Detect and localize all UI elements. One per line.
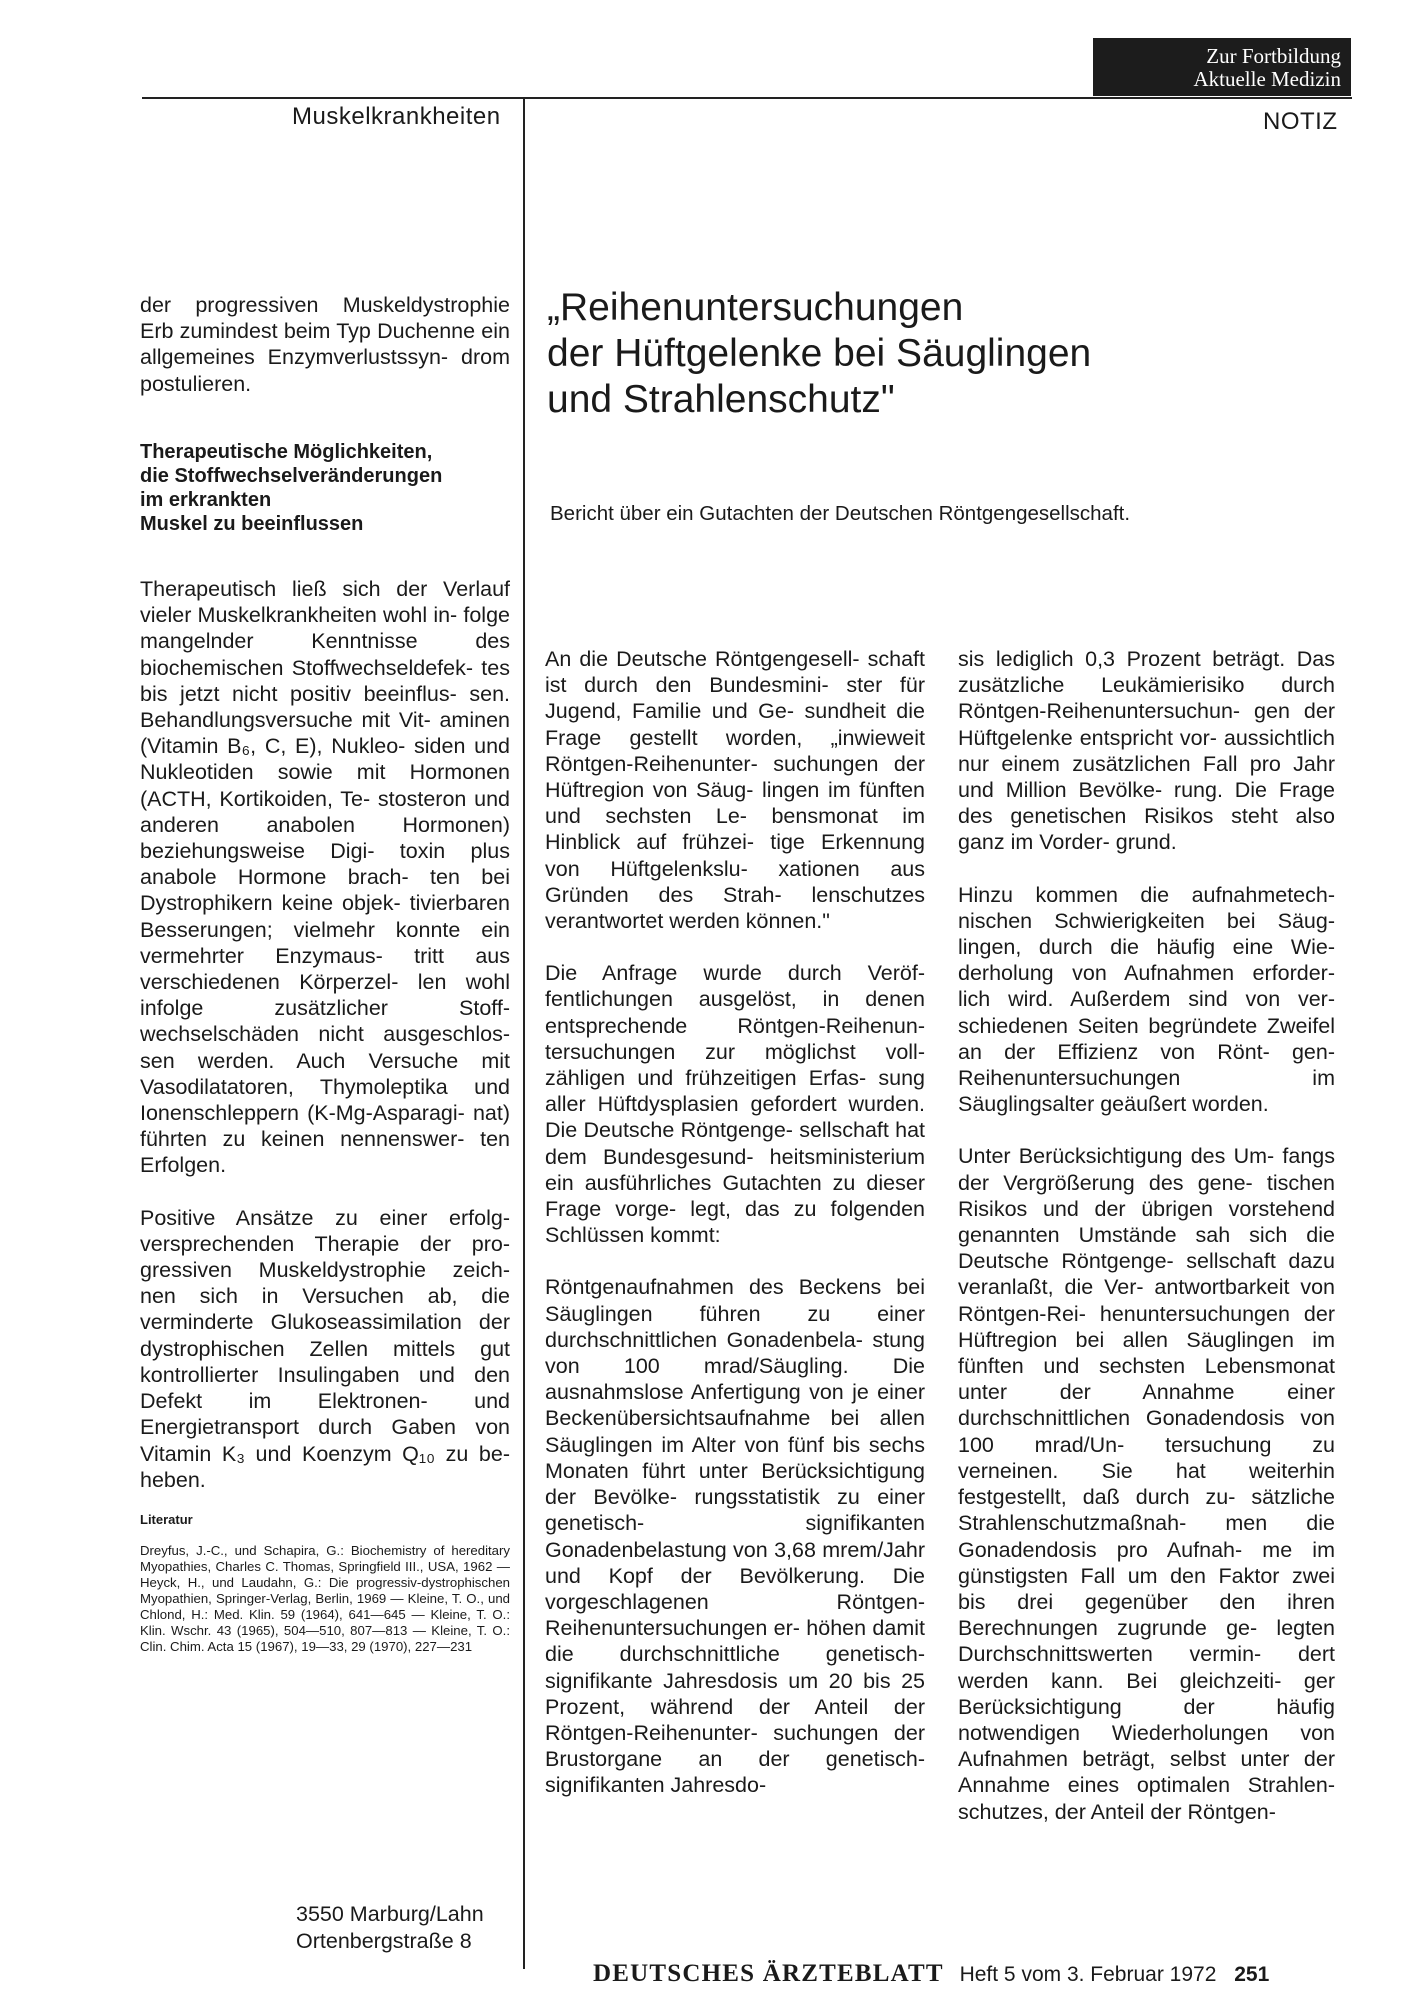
middle-paragraph-2: Die Anfrage wurde durch Veröf- fentlichungen ausgelöst, in denen entsprechende Röntgen-Reihenun- tersuchungen zur möglichst voll- zähligen und frühzeitigen Erfas- sung aller Hüftdysplasien gefordert wurden. Die Deutsche Röntgenge- sellschaft hat dem Bundesgesund- heitsministerium ein ausführliches Gutachten zu dieser Frage vorge- legt, das zu folgenden Schlüssen kommt:: [545, 961, 925, 1248]
page-footer: [593, 1960, 1269, 1988]
intro-paragraph: der progressiven Muskeldystrophie Erb zumindest beim Typ Duchenne ein allgemeines Enzymverlustssyn- drom postulieren.: [140, 293, 510, 396]
badge-line-1: Zur Fortbildung: [1206, 44, 1341, 68]
left-paragraph-2: Positive Ansätze zu einer erfolg- versprechenden Therapie der pro- gressiven Muskeldystrophie zeich- nen sich in Versuchen ab, die verminderte Glukoseassimilation der dystrophischen Zellen mittels gut kontrollierter Insulingaben und den Defekt im Elektronen- und Energietransport durch Gaben von Vitamin K₃ und Koenzym Q₁₀ zu be- heben.: [140, 1205, 510, 1492]
middle-column: [545, 646, 925, 1825]
left-column: [140, 292, 510, 423]
right-column: [958, 646, 1335, 1851]
references: Dreyfus, J.-C., und Schapira, G.: Biochemistry of hereditary Myopathies, Charles C. Thomas, Springfield III., USA, 1962 — Heyck, H., und Laudahn, G.: Die progressiv-dystrophischen Myopathien, Springer-Verlag, Berlin, 1969 — Kleine, T. O., und Chlond, H.: Med. Klin. 59 (1964), 641—645 — Kleine, T. O.: Klin. Wschr. 43 (1965), 504—510, 807—813 — Kleine, T. O.: Clin. Chim. Acta 15 (1967), 19—33, 29 (1970), 227—231: [140, 1543, 510, 1654]
page-number: 251: [1234, 1963, 1270, 1986]
middle-paragraph-1: An die Deutsche Röntgengesell- schaft ist durch den Bundesmini- ster für Jugend, Familie und Ge- sundheit die Frage gestellt worden, „inwieweit Röntgen-Reihenunter- suchungen der Hüftregion von Säug- lingen im fünften und sechsten Le- bensmonat im Hinblick auf frühzei- tige Erkennung von Hüftgelenkslu- xationen aus Gründen des Strah- lenschutzes verantwortet werden können.": [545, 647, 925, 934]
middle-paragraph-3: Röntgenaufnahmen des Beckens bei Säuglingen führen zu einer durchschnittlichen Gonadenbela- stung von 100 mrad/Säugling. Die ausnahmslose Anfertigung von je einer Beckenübersichtsaufnahme bei allen Säuglingen im Alter von fünf bis sechs Monaten führt unter Berücksichtigung der Bevölke- rungsstatistik zu einer genetisch- signifikanten Gonadenbelastung von 3,68 mrem/Jahr und Kopf der Bevölkerung. Die vorgeschlagenen Röntgen-Reihenuntersuchungen er- höhen damit die durchschnittliche genetisch-signifikante Jahresdosis um 20 bis 25 Prozent, während der Anteil der Röntgen-Reihenunter- suchungen der Brustorgane an der genetisch-signifikanten Jahresdo-: [545, 1275, 925, 1798]
title-line-1: „Reihenuntersuchungen: [547, 286, 964, 329]
column-divider: [523, 99, 525, 1969]
badge-line-2: Aktuelle Medizin: [1193, 67, 1341, 91]
title-line-2: der Hüftgelenke bei Säuglingen: [547, 332, 1092, 375]
author-address: [296, 1901, 484, 1955]
right-paragraph-3: Unter Berücksichtigung des Um- fangs der Vergrößerung des gene- tischen Risikos und der übrigen vorstehend genannten Umstände sah sich die Deutsche Röntgenge- sellschaft dazu veranlaßt, die Ver- antwortbarkeit von Röntgen-Rei- henuntersuchungen der Hüftregion bei allen Säuglingen im fünften und sechsten Lebensmonat unter der Annahme einer durchschnittlichen Gonadendosis von 100 mrad/Un- tersuchung zu verneinen. Sie hat weiterhin festgestellt, daß durch zu- sätzliche Strahlenschutzmaßnah- men die Gonadendosis pro Aufnah- me im günstigsten Fall um den Faktor zwei bis drei gegenüber den ihren Berechnungen zugrunde ge- legten Durchschnittswerten vermin- dert werden kann. Bei gleichzeiti- ger Berücksichtigung der häufig notwendigen Wiederholungen von Aufnahmen beträgt, selbst unter der Annahme eines optimalen Strahlen- schutzes, der Anteil der Röntgen-: [958, 1144, 1335, 1824]
literature-heading: Literatur: [140, 1512, 193, 1527]
subheading-line-4: Muskel zu beeinflussen: [140, 513, 364, 535]
article-title: [547, 285, 1347, 423]
subheading-line-2: die Stoffwechselveränderungen: [140, 465, 443, 487]
right-paragraph-2: Hinzu kommen die aufnahmetech- nischen Schwierigkeiten bei Säug- lingen, durch die häufig eine Wie- derholung von Aufnahmen erforder- lich wird. Außerdem sind von ver- schiedenen Seiten begründete Zweifel an der Effizienz von Rönt- gen-Reihenuntersuchungen im Säuglingsalter geäußert worden.: [958, 882, 1335, 1117]
journal-masthead: DEUTSCHES ÄRZTEBLATT: [593, 1960, 944, 1987]
right-paragraph-1: sis lediglich 0,3 Prozent beträgt. Das zusätzliche Leukämierisiko durch Röntgen-Reihenuntersuchun- gen der Hüftgelenke entspricht vor- aussichtlich nur einem zusätzlichen Fall pro Jahr und Million Bevölke- rung. Die Frage des genetischen Risikos steht also ganz im Vorder- grund.: [958, 647, 1335, 855]
article-deck: Bericht über ein Gutachten der Deutschen Röntgengesellschaft.: [550, 502, 1131, 525]
address-line-2: Ortenbergstraße 8: [296, 1929, 472, 1953]
running-head-right: NOTIZ: [1263, 108, 1338, 135]
issue-info: Heft 5 vom 3. Februar 1972: [959, 1963, 1217, 1986]
left-paragraph-1: Therapeutisch ließ sich der Verlauf vieler Muskelkrankheiten wohl in- folge mangelnder Kenntnisse des biochemischen Stoffwechseldefek- tes bis jetzt nicht positiv beeinflus- sen. Behandlungsversuche mit Vit- aminen (Vitamin B₆, C, E), Nukleo- siden und Nukleotiden sowie mit Hormonen (ACTH, Kortikoiden, Te- stosteron und anderen anabolen Hormonen) beziehungsweise Digi- toxin plus anabole Hormone brach- ten bei Dystrophikern keine objek- tivierbaren Besserungen; vielmehr konnte ein vermehrter Enzymaus- tritt aus verschiedenen Körperzel- len wohl infolge zusätzlicher Stoff- wechselschäden nicht ausgeschlos- sen werden. Auch Versuche mit Vasodilatatoren, Thymoleptika und Ionenschleppern (K-Mg-Asparagi- nat) führten zu keinen nennenswer- ten Erfolgen.: [140, 577, 510, 1178]
header-rule: [142, 97, 1352, 99]
section-badge: [1093, 38, 1351, 96]
address-line-1: 3550 Marburg/Lahn: [296, 1902, 484, 1926]
subheading: [140, 440, 510, 536]
subheading-line-3: im erkrankten: [140, 489, 272, 511]
left-body: [140, 576, 510, 1519]
subheading-line-1: Therapeutische Möglichkeiten,: [140, 441, 433, 463]
running-head-left: Muskelkrankheiten: [292, 103, 501, 130]
title-line-3: und Strahlenschutz": [547, 378, 895, 421]
